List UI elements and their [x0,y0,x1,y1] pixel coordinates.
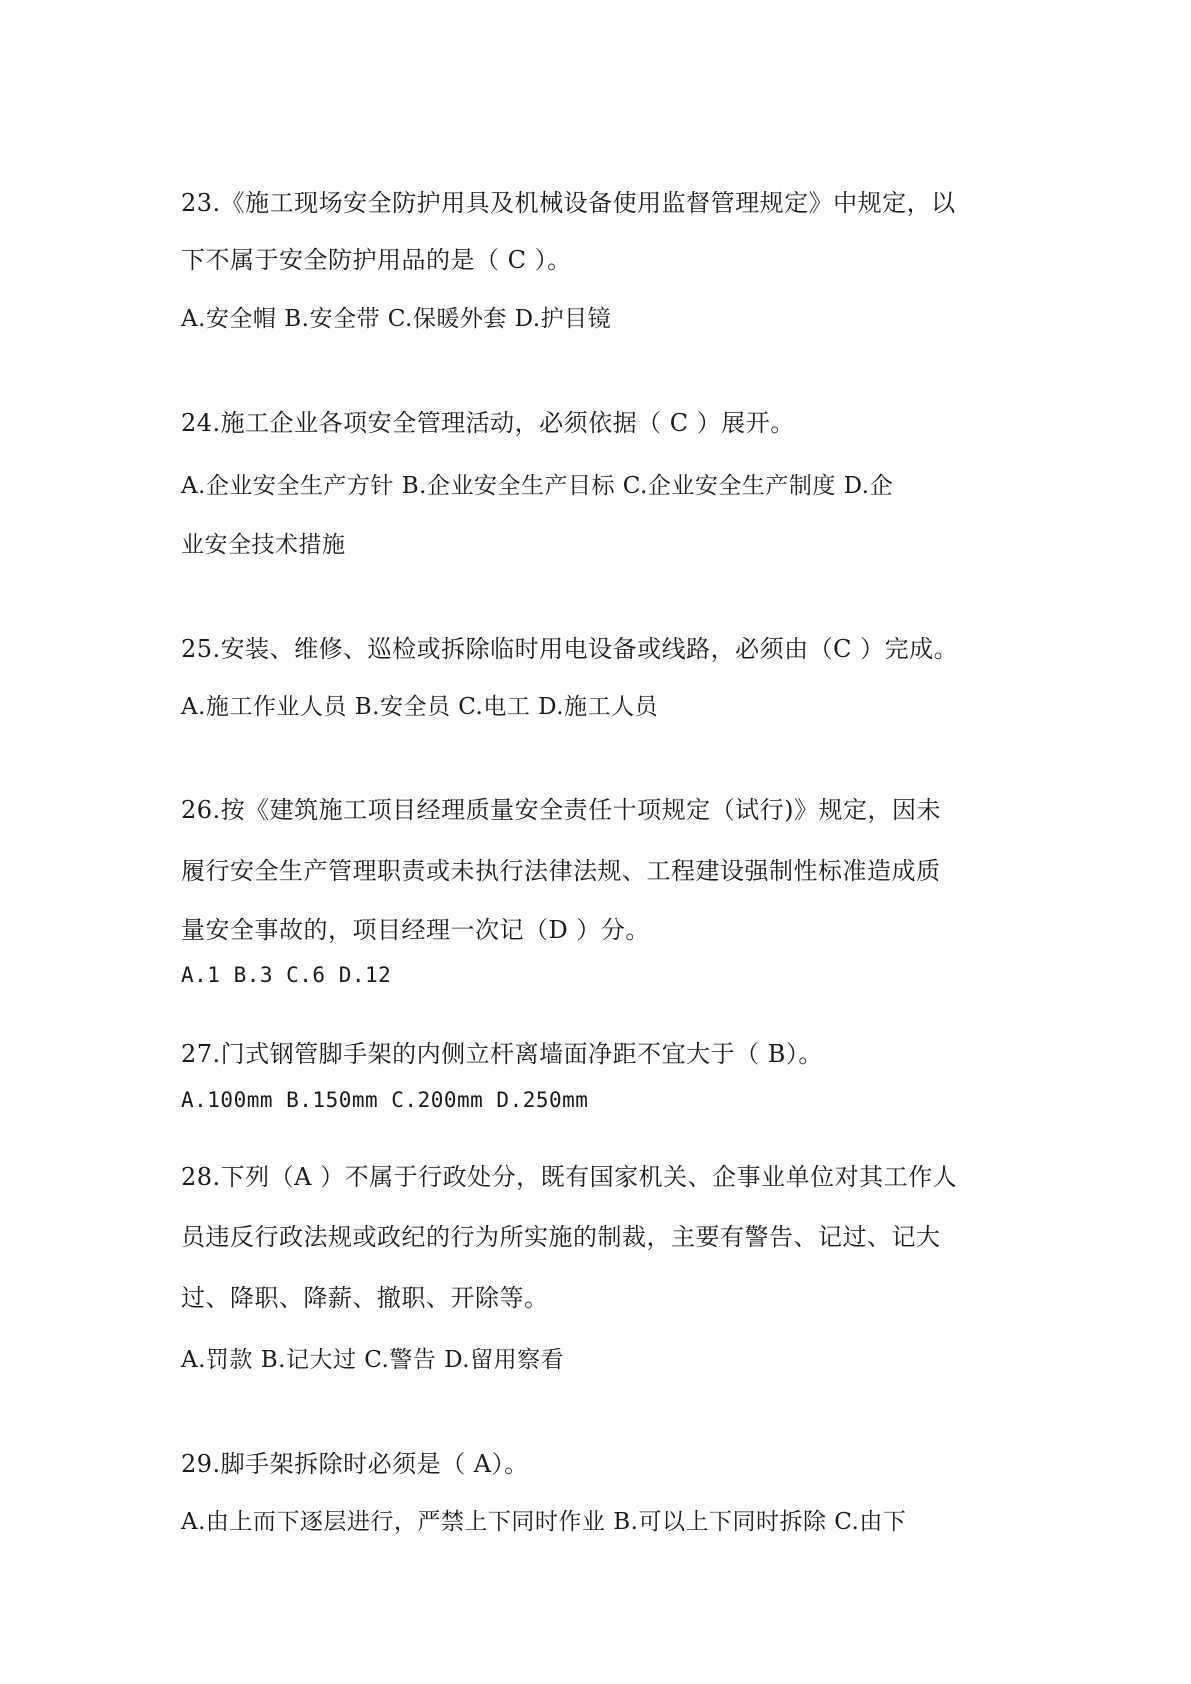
question-29-options: A.由上而下逐层进行，严禁上下同时作业 B.可以上下同时拆除 C.由下 [181,1509,907,1535]
question-29-line-1: 29.脚手架拆除时必须是（ A）。 [181,1450,529,1478]
question-26-line-2: 履行安全生产管理职责或未执行法律法规、工程建设强制性标准造成质 [181,857,941,885]
question-27-options: A.100mm B.150mm C.200mm D.250mm [181,1088,589,1112]
question-27-line-1: 27.门式钢管脚手架的内侧立杆离墙面净距不宜大于（ B）。 [181,1040,823,1068]
question-23-line-2: 下不属于安全防护用品的是（ C ）。 [181,246,572,274]
question-24-line-1: 24.施工企业各项安全管理活动，必须依据（ C ）展开。 [181,409,795,437]
question-24-options-line-1: A.企业安全生产方针 B.企业安全生产目标 C.企业安全生产制度 D.企 [181,473,894,499]
question-26-options: A.1 B.3 C.6 D.12 [181,963,392,987]
question-28-line-1: 28.下列（A ）不属于行政处分，既有国家机关、企事业单位对其工作人 [181,1163,958,1191]
question-25-options: A.施工作业人员 B.安全员 C.电工 D.施工人员 [181,694,659,720]
question-26-line-3: 量安全事故的，项目经理一次记（D ）分。 [181,916,650,944]
question-28-options: A.罚款 B.记大过 C.警告 D.留用察看 [181,1347,565,1373]
question-23-line-1: 23.《施工现场安全防护用具及机械设备使用监督管理规定》中规定，以 [181,189,956,217]
question-24-options-line-2: 业安全技术措施 [181,532,346,558]
question-25-line-1: 25.安装、维修、巡检或拆除临时用电设备或线路，必须由（C ）完成。 [181,635,959,663]
question-26-line-1: 26.按《建筑施工项目经理质量安全责任十项规定（试行)》规定，因未 [181,796,942,824]
question-23-options: A.安全帽 B.安全带 C.保暖外套 D.护目镜 [181,306,612,332]
question-28-line-3: 过、降职、降薪、撤职、开除等。 [181,1284,549,1312]
question-28-line-2: 员违反行政法规或政纪的行为所实施的制裁，主要有警告、记过、记大 [181,1223,941,1251]
